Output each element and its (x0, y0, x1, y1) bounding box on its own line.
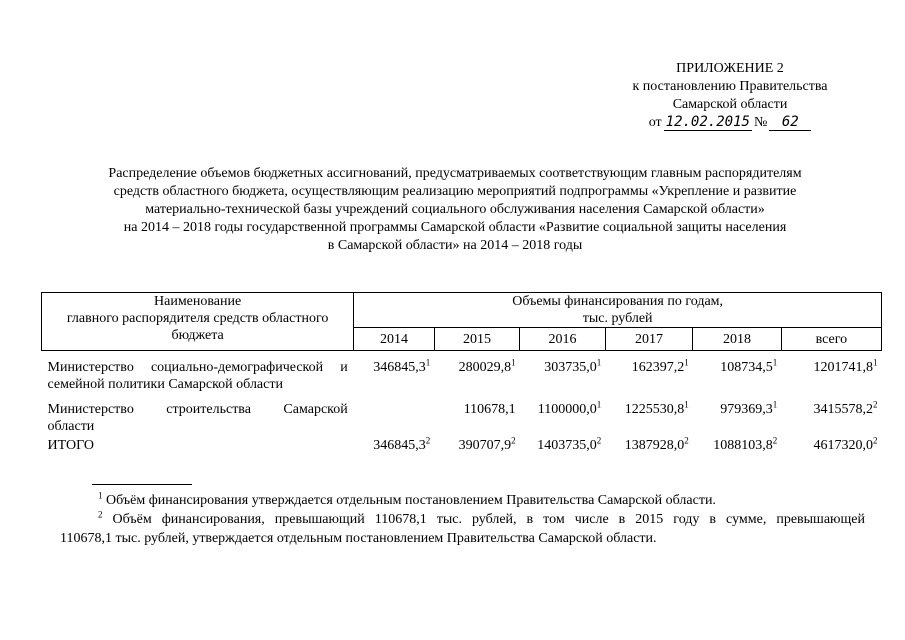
value-cell: 162397,2$^1$ (631, 357, 689, 375)
value-cell: 4617320,0$^2$ (813, 435, 878, 453)
year-header: 2015 (434, 328, 519, 351)
value-cell: 108734,5$^1$ (720, 357, 778, 375)
value-cell: 346845,3$^1$ (373, 357, 431, 375)
footnote-2: $^2$ Объём финансирования, превышающий 110678,1 тыс. рублей, в том числе в 2015 году в сумме, превышающей (98, 509, 865, 527)
value-cell: 979369,3$^1$ (720, 399, 778, 417)
value-cell (354, 393, 435, 435)
heading-line: на 2014 – 2018 годы государственной программы Самарской области «Развитие социальной защиты населения (123, 220, 787, 235)
table-row (42, 351, 882, 394)
header-volume-cell: Объемы финансирования по годам, тыс. рублей (354, 293, 882, 328)
year-header: 2018 (693, 328, 782, 351)
heading-line: средств областного бюджета, осуществляющим реализацию мероприятий подпрограммы «Укрепление и развитие (113, 184, 797, 199)
document-heading (60, 165, 850, 255)
value-cell: 390707,9$^2$ (458, 435, 516, 453)
heading-line: материально-технической базы учреждений социального обслуживания населения Самарской области» (145, 202, 765, 217)
appendix-line-1: к постановлению Правительства (632, 79, 828, 94)
value-cell: 3415578,2$^2$ (813, 399, 878, 417)
heading-line: Распределение объемов бюджетных ассигнований, предусматриваемых соответствующим главным распорядителям (108, 166, 802, 181)
table-row-total (42, 435, 882, 454)
appendix-line-2: Самарской области (672, 97, 788, 112)
year-header: 2014 (354, 328, 435, 351)
value-cell: 1100000,0$^1$ (537, 399, 602, 417)
appendix-title: ПРИЛОЖЕНИЕ 2 (676, 61, 784, 76)
footnote-separator (92, 484, 192, 485)
value-cell: 1225530,8$^1$ (624, 399, 689, 417)
row-name: ИТОГО (47, 438, 94, 453)
value-cell: 346845,3$^2$ (373, 435, 431, 453)
value-cell: 1403735,0$^2$ (537, 435, 602, 453)
date-prefix: от (648, 115, 662, 130)
total-header: всего (781, 328, 881, 351)
heading-line: в Самарской области» на 2014 – 2018 годы (327, 238, 583, 253)
footnote-2-continuation: 110678,1 тыс. рублей, утверждается отдельным постановлением Правительства Самарской области. (60, 531, 657, 546)
number-prefix: № (753, 115, 768, 130)
value-cell: 280029,8$^1$ (458, 357, 516, 375)
row-name: Министерство социально-демографической и семейной политики Самарской области (47, 360, 348, 392)
handwritten-number: 62 (769, 115, 811, 131)
value-cell: 1201741,8$^1$ (813, 357, 878, 375)
appendix-block (600, 60, 860, 132)
handwritten-date: 12.02.2015 (665, 114, 750, 130)
value-cell: 1387928,0$^2$ (624, 435, 689, 453)
appendix-date-line (600, 114, 860, 132)
footnotes (60, 491, 865, 548)
value-cell: 110678,1 (463, 402, 516, 417)
value-cell: 303735,0$^1$ (544, 357, 602, 375)
budget-table (41, 292, 882, 454)
footnote-1: $^1$ Объём финансирования утверждается отдельным постановлением Правительства Самарской области. (98, 490, 716, 508)
value-cell: 1088103,8$^2$ (713, 435, 778, 453)
row-name: Министерство строительства Самарской области (47, 402, 348, 434)
header-name-cell: Наименование главного распорядителя средств областного бюджета (42, 293, 354, 351)
year-header: 2016 (520, 328, 606, 351)
table-row (42, 393, 882, 435)
year-header: 2017 (605, 328, 693, 351)
